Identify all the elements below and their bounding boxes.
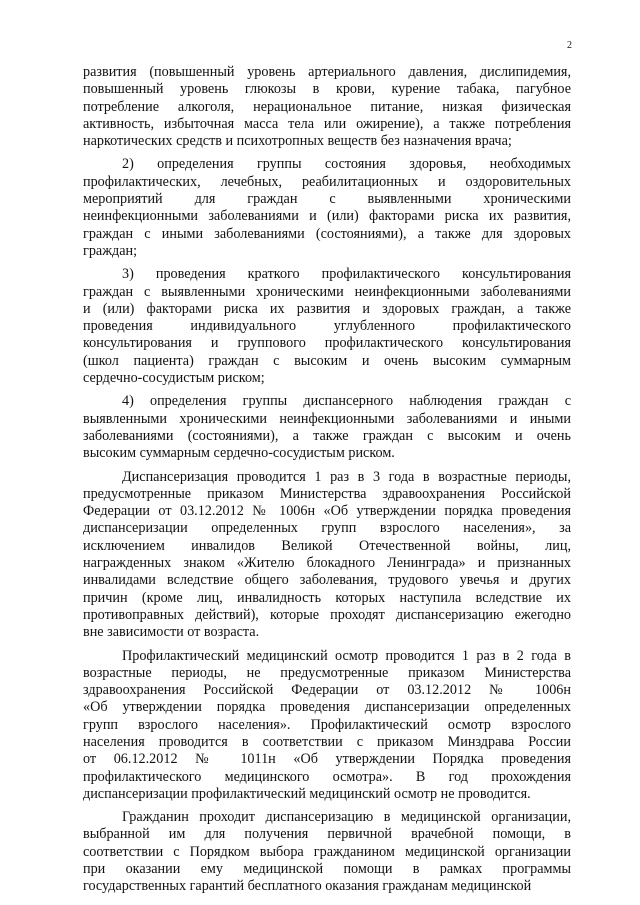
text-line: 2) определения группы состояния здоровья, необходимых xyxy=(122,156,571,173)
paragraph xyxy=(83,393,571,462)
text-line: наркотических средств и психотропных веществ без назначения врача; xyxy=(83,133,512,150)
text-line: диспансеризации профилактический медицинский осмотр не проводится. xyxy=(83,785,531,802)
text-line: соответствии с Порядком выбора гражданином медицинской организации xyxy=(83,843,571,860)
text-line: инвалидами вследствие общего заболевания, трудового увечья и других xyxy=(83,572,571,589)
paragraph xyxy=(83,809,571,895)
text-line: заболеваниями (состояниями), а также граждан с высоким и очень xyxy=(83,427,571,444)
text-line: неинфекционными заболеваниями и (или) факторами риска их развития, xyxy=(83,208,571,225)
text-line: исключением инвалидов Великой Отечественной войны, лиц, xyxy=(83,537,571,554)
text-line: Гражданин проходит диспансеризацию в медицинской организации, xyxy=(122,809,571,826)
text-line: государственных гарантий бесплатного оказания гражданам медицинской xyxy=(83,878,532,895)
text-line: противоправных действий), которые проходят диспансеризацию ежегодно xyxy=(83,606,571,623)
text-line: граждан с выявленными хроническими неинфекционными заболеваниями xyxy=(83,283,571,300)
text-line: от 06.12.2012 № 1011н «Об утверждении Порядка проведения xyxy=(83,751,571,768)
text-line: (школ пациента) граждан с высоким и очень высоким суммарным xyxy=(83,352,571,369)
paragraph xyxy=(83,64,571,150)
paragraph xyxy=(83,469,571,642)
text-line: Профилактический медицинский осмотр проводится 1 раз в 2 года в xyxy=(122,647,571,664)
text-line: профилактических, лечебных, реабилитационных и оздоровительных xyxy=(83,173,571,190)
text-line: вне зависимости от возраста. xyxy=(83,624,260,641)
text-line: Федерации от 03.12.2012 № 1006н «Об утверждении порядка проведения xyxy=(83,503,571,520)
paragraph xyxy=(83,156,571,260)
text-line: повышенный уровень глюкозы в крови, курение табака, пагубное xyxy=(83,81,571,98)
text-line: «Об утверждении порядка проведения диспансеризации определенных xyxy=(83,699,571,716)
text-line: сердечно-сосудистым риском; xyxy=(83,370,265,387)
text-line: активность, избыточная масса тела или ожирение), а также потребления xyxy=(83,115,571,132)
text-line: граждан с иными заболеваниями (состояниями), а также для здоровых xyxy=(83,225,571,242)
text-line: граждан; xyxy=(83,242,138,259)
paragraph xyxy=(83,266,571,387)
text-line: мероприятий для граждан с выявленными хроническими xyxy=(83,191,571,208)
text-line: потребление алкоголя, нерациональное питание, низкая физическая xyxy=(83,98,571,115)
document-body xyxy=(83,64,571,902)
text-line: 4) определения группы диспансерного наблюдения граждан с xyxy=(122,393,571,410)
text-line: причин (кроме лиц, инвалидность которых наступила вследствие их xyxy=(83,589,571,606)
text-line: предусмотренные приказом Министерства здравоохранения Российской xyxy=(83,485,571,502)
text-line: диспансеризации определенных групп взрослого населения», за xyxy=(83,520,571,537)
text-line: 3) проведения краткого профилактического консультирования xyxy=(122,266,571,283)
text-line: и (или) факторами риска их развития и здоровых граждан, а также xyxy=(83,300,571,317)
page-number: 2 xyxy=(567,40,572,51)
text-line: групп взрослого населения». Профилактический осмотр взрослого xyxy=(83,716,571,733)
text-line: профилактического медицинского осмотра». В год прохождения xyxy=(83,768,571,785)
text-line: здравоохранения Российской Федерации от 03.12.2012 № 1006н xyxy=(83,682,571,699)
text-line: при оказании ему медицинской помощи в рамках программы xyxy=(83,861,571,878)
text-line: консультирования и группового профилактического консультирования xyxy=(83,335,571,352)
text-line: Диспансеризация проводится 1 раз в 3 года в возрастные периоды, xyxy=(122,468,571,485)
text-line: выбранной им для получения первичной врачебной помощи, в xyxy=(83,826,571,843)
text-line: награжденных знаком «Жителю блокадного Ленинграда» и признанных xyxy=(83,555,571,572)
text-line: проведения индивидуального углубленного профилактического xyxy=(83,318,571,335)
text-line: населения проводится в соответствии с приказом Минздрава России xyxy=(83,733,571,750)
text-line: развития (повышенный уровень артериального давления, дислипидемия, xyxy=(83,64,571,80)
text-line: высоким суммарным сердечно-сосудистым риском. xyxy=(83,445,395,462)
paragraph xyxy=(83,648,571,804)
text-line: выявленными хроническими неинфекционными заболеваниями и иными xyxy=(83,410,571,427)
text-line: возрастные периоды, не предусмотренные приказом Министерства xyxy=(83,664,571,681)
